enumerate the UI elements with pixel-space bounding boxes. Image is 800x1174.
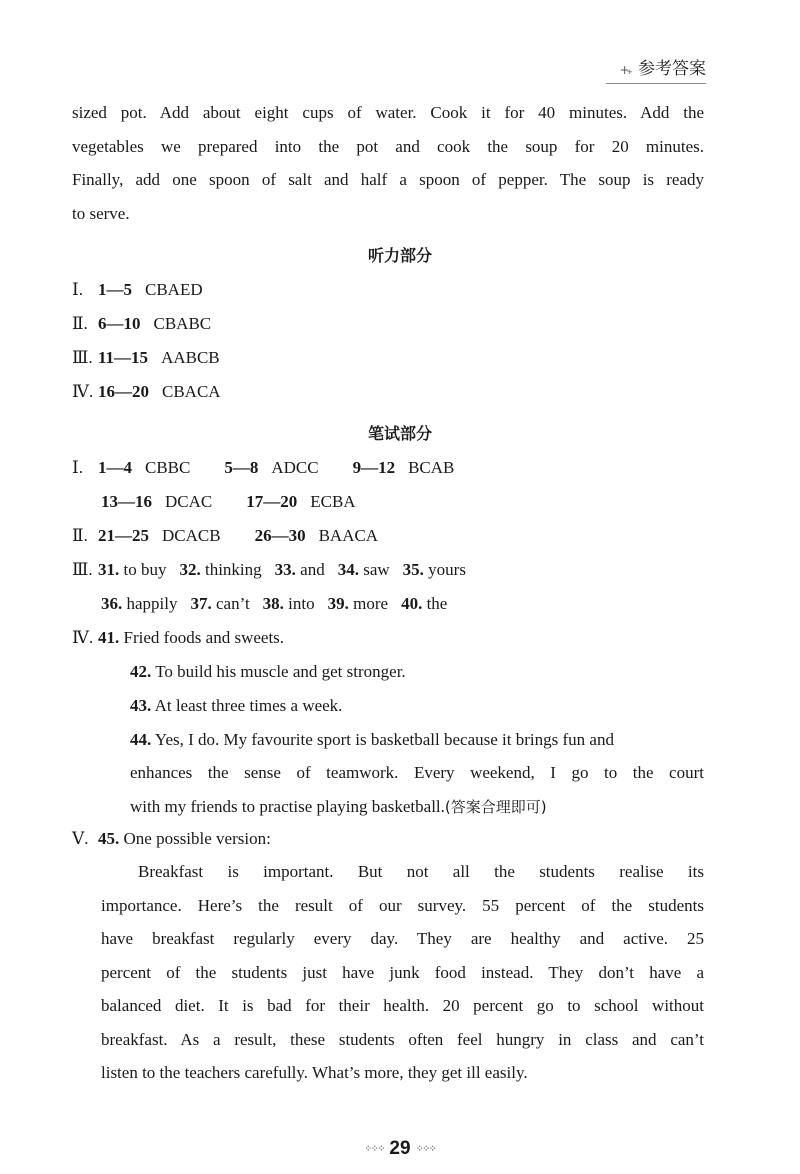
written-part2: [72, 526, 378, 546]
roman-numeral: Ⅱ.: [72, 526, 88, 545]
listening-heading: 听力部分: [367, 246, 432, 265]
q44-continuation: [130, 756, 704, 824]
text-line: percent of the students just have junk food instead. They don’t have a: [101, 962, 704, 982]
answer: BCAB: [408, 458, 455, 477]
header-rule: [606, 83, 706, 84]
written-part1-line2: [101, 492, 356, 512]
answer: saw: [363, 560, 390, 579]
answer-text: with my friends to practise playing basketball.: [130, 796, 445, 816]
essay-paragraph: [101, 855, 704, 1090]
question-number: 43.: [130, 696, 152, 715]
question-range: 1—4: [98, 458, 132, 477]
answer: Fried foods and sweets.: [123, 628, 285, 647]
question-number: 37.: [190, 594, 212, 613]
text-line: Breakfast is important. But not all the students realise its: [138, 862, 704, 881]
question-number: 39.: [327, 594, 349, 613]
answer: CBACA: [162, 382, 221, 401]
written-part4-q42: [130, 662, 406, 682]
roman-numeral: Ⅰ.: [72, 458, 83, 477]
text-line: sized pot. Add about eight cups of water. Cook it for 40 minutes. Add the: [72, 103, 704, 122]
question-range: 26—30: [254, 526, 306, 545]
answer: yours: [428, 560, 466, 579]
dots-ornament-right: ⁘⁘⁘: [415, 1143, 436, 1154]
text-line: have breakfast regularly every day. They are healthy and active. 25: [101, 929, 704, 948]
answer-note: (答案合理即可): [444, 797, 547, 816]
question-number: 33.: [274, 560, 296, 579]
answer-label: One possible version:: [123, 829, 271, 848]
question-number: 34.: [337, 560, 359, 579]
roman-numeral: Ⅰ.: [72, 280, 83, 299]
text-line: balanced diet. It is bad for their health. 20 percent go to school without: [101, 996, 704, 1015]
text-line: vegetables we prepared into the pot and cook the soup for 20 minutes.: [72, 136, 704, 156]
answer: To build his muscle and get stronger.: [155, 662, 406, 681]
page-number-text: 29: [389, 1138, 411, 1159]
question-number: 40.: [401, 594, 423, 613]
written-part1-line1: [72, 458, 454, 478]
roman-numeral: Ⅳ.: [72, 628, 94, 647]
question-number: 36.: [101, 594, 123, 613]
answer: the: [426, 594, 448, 613]
page-header: [620, 54, 706, 79]
answer: into: [288, 594, 315, 613]
answer: At least three times a week.: [154, 696, 343, 715]
text-line: listen to the teachers carefully. What’s more, they get ill easily.: [101, 1063, 528, 1082]
answer: can’t: [216, 594, 250, 613]
written-part3-line1: [72, 560, 466, 580]
answer: BAACA: [318, 526, 379, 545]
written-part4-q44: [130, 730, 614, 750]
dots-ornament-left: ⁘⁘⁘: [364, 1143, 385, 1154]
question-number: 35.: [402, 560, 424, 579]
answer: and: [300, 560, 325, 579]
roman-numeral: Ⅲ.: [72, 560, 93, 579]
text-line: breakfast. As a result, these students often feel hungry in class and can’t: [101, 1029, 704, 1049]
answer: ADCC: [271, 458, 319, 477]
question-range: 21—25: [98, 526, 149, 545]
answer: DCAC: [165, 492, 213, 511]
text-line: importance. Here’s the result of our survey. 55 percent of the students: [101, 895, 704, 915]
answer: AABCB: [161, 348, 220, 367]
roman-numeral: Ⅱ.: [72, 314, 88, 333]
written-heading: 笔试部分: [367, 424, 432, 443]
intro-paragraph: [72, 96, 704, 230]
question-range: 6—10: [98, 314, 141, 333]
question-range: 11—15: [98, 348, 149, 367]
text-line: to serve.: [72, 203, 130, 223]
question-range: 17—20: [246, 492, 298, 511]
written-part4-q43: [130, 696, 342, 716]
answer: thinking: [204, 560, 262, 579]
question-range: 5—8: [224, 458, 259, 477]
text-line: Finally, add one spoon of salt and half a spoon of pepper. The soup is ready: [72, 170, 704, 189]
answer: Yes, I do. My favourite sport is basketball because it brings fun and: [154, 730, 614, 749]
roman-numeral: Ⅴ.: [72, 829, 89, 848]
answer: ECBA: [310, 492, 356, 511]
answer: CBABC: [153, 314, 212, 333]
header-title: 参考答案: [638, 59, 706, 78]
answer: to buy: [123, 560, 167, 579]
answer: more: [353, 594, 389, 613]
answer: CBBC: [145, 458, 191, 477]
answer: DCACB: [162, 526, 221, 545]
written-part5-label: [72, 829, 271, 849]
question-range: 9—12: [352, 458, 396, 477]
written-part3-line2: [101, 594, 447, 614]
text-line: enhances the sense of teamwork. Every weekend, I go to the court: [130, 763, 704, 782]
page-number: [0, 1138, 800, 1160]
roman-numeral: Ⅲ.: [72, 348, 93, 367]
listening-row: [72, 348, 220, 368]
question-number: 41.: [98, 628, 120, 647]
question-number: 31.: [98, 560, 120, 579]
listening-row: [72, 280, 203, 300]
written-part4-q41: [72, 628, 284, 648]
sparkle-icon: +₊: [619, 63, 630, 77]
answer: CBAED: [145, 280, 203, 299]
question-range: 1—5: [98, 280, 132, 299]
question-number: 44.: [130, 730, 152, 749]
text-line: [130, 790, 704, 825]
listening-row: [72, 382, 221, 402]
question-number: 45.: [98, 829, 120, 848]
question-range: 16—20: [98, 382, 149, 401]
answer: happily: [126, 594, 178, 613]
roman-numeral: Ⅳ.: [72, 382, 94, 401]
listening-row: [72, 314, 211, 334]
question-range: 13—16: [101, 492, 152, 511]
question-number: 32.: [179, 560, 201, 579]
question-number: 42.: [130, 662, 152, 681]
question-number: 38.: [262, 594, 284, 613]
